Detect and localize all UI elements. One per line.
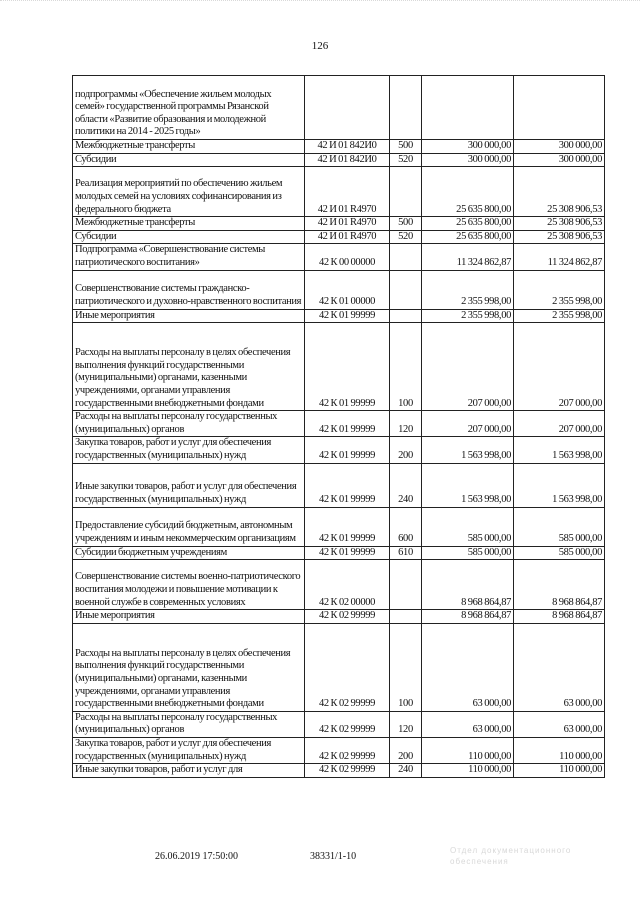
row-code-cell: 42 К 01 99999 bbox=[305, 437, 390, 463]
row-type-cell: 600 bbox=[390, 507, 422, 546]
row-type-cell bbox=[390, 309, 422, 323]
table-row bbox=[73, 560, 605, 610]
row-amount-actual-cell: 207 000,00 bbox=[514, 411, 605, 437]
row-code-cell bbox=[305, 76, 390, 140]
row-amount-plan-cell: 25 635 800,00 bbox=[422, 230, 514, 244]
row-code-cell: 42 К 02 00000 bbox=[305, 560, 390, 610]
row-name-cell: Расходы на выплаты персоналу государственных (муниципальных) органов bbox=[73, 711, 305, 737]
row-name-cell: Совершенствование системы гражданско-патриотического и духовно-нравственного воспитания bbox=[73, 270, 305, 309]
row-type-cell: 500 bbox=[390, 140, 422, 154]
row-code-cell: 42 К 01 99999 bbox=[305, 546, 390, 560]
row-amount-actual-cell: 25 308 906,53 bbox=[514, 230, 605, 244]
row-type-cell bbox=[390, 610, 422, 624]
row-name-cell: Реализация мероприятий по обеспечению жильем молодых семей на условиях софинансирования из федерального бюджета bbox=[73, 167, 305, 217]
row-amount-actual-cell: 8 968 864,87 bbox=[514, 610, 605, 624]
row-name-cell: Иные закупки товаров, работ и услуг для обеспечения государственных (муниципальных) нужд bbox=[73, 463, 305, 507]
row-amount-actual-cell: 1 563 998,00 bbox=[514, 437, 605, 463]
row-amount-plan-cell: 63 000,00 bbox=[422, 711, 514, 737]
row-name-cell: Предоставление субсидий бюджетным, автономным учреждениям и иным некоммерческим организациям bbox=[73, 507, 305, 546]
row-amount-plan-cell: 110 000,00 bbox=[422, 737, 514, 763]
row-amount-actual-cell: 110 000,00 bbox=[514, 764, 605, 778]
row-amount-actual-cell: 63 000,00 bbox=[514, 623, 605, 711]
table-row bbox=[73, 323, 605, 411]
row-code-cell: 42 И 01 842И0 bbox=[305, 153, 390, 167]
row-amount-plan-cell: 63 000,00 bbox=[422, 623, 514, 711]
row-amount-plan-cell: 300 000,00 bbox=[422, 140, 514, 154]
table-row bbox=[73, 217, 605, 231]
table-row bbox=[73, 463, 605, 507]
row-code-cell: 42 И 01 R4970 bbox=[305, 217, 390, 231]
row-amount-actual-cell: 2 355 998,00 bbox=[514, 270, 605, 309]
table-body bbox=[73, 76, 605, 778]
row-code-cell: 42 К 02 99999 bbox=[305, 764, 390, 778]
row-name-cell: Расходы на выплаты персоналу в целях обеспечения выполнения функций государственными (муниципальными) органами, казенными учреждениями, органами управления государственными внебюджетными фондами bbox=[73, 623, 305, 711]
row-amount-actual-cell: 2 355 998,00 bbox=[514, 309, 605, 323]
row-type-cell: 200 bbox=[390, 737, 422, 763]
row-code-cell: 42 К 00 00000 bbox=[305, 244, 390, 270]
table-row bbox=[73, 153, 605, 167]
row-amount-actual-cell bbox=[514, 76, 605, 140]
row-type-cell: 120 bbox=[390, 711, 422, 737]
row-name-cell: Совершенствование системы военно-патриотического воспитания молодежи и повышение мотивации к военной службе в современных условиях bbox=[73, 560, 305, 610]
page-number: 126 bbox=[311, 40, 329, 52]
row-name-cell: Иные мероприятия bbox=[73, 610, 305, 624]
row-type-cell: 120 bbox=[390, 411, 422, 437]
row-name-cell: Субсидии bbox=[73, 230, 305, 244]
table-row bbox=[73, 711, 605, 737]
row-code-cell: 42 К 01 99999 bbox=[305, 323, 390, 411]
row-name-cell: Субсидии bbox=[73, 153, 305, 167]
row-type-cell: 610 bbox=[390, 546, 422, 560]
table-row bbox=[73, 764, 605, 778]
row-name-cell: Межбюджетные трансферты bbox=[73, 140, 305, 154]
row-type-cell bbox=[390, 76, 422, 140]
row-type-cell bbox=[390, 560, 422, 610]
row-name-cell: Закупка товаров, работ и услуг для обеспечения государственных (муниципальных) нужд bbox=[73, 437, 305, 463]
row-type-cell: 240 bbox=[390, 764, 422, 778]
table-row bbox=[73, 230, 605, 244]
row-amount-plan-cell: 207 000,00 bbox=[422, 411, 514, 437]
row-name-cell: Иные закупки товаров, работ и услуг для bbox=[73, 764, 305, 778]
row-amount-plan-cell: 207 000,00 bbox=[422, 323, 514, 411]
row-amount-actual-cell: 8 968 864,87 bbox=[514, 560, 605, 610]
row-amount-plan-cell: 2 355 998,00 bbox=[422, 270, 514, 309]
registration-stamp: Отдел документационного обеспечения bbox=[450, 846, 572, 866]
row-amount-actual-cell: 207 000,00 bbox=[514, 323, 605, 411]
row-amount-actual-cell: 25 308 906,53 bbox=[514, 217, 605, 231]
row-type-cell: 500 bbox=[390, 217, 422, 231]
footer-doc-number: 38331/1-10 bbox=[310, 851, 357, 862]
row-type-cell bbox=[390, 167, 422, 217]
row-name-cell: Подпрограмма «Совершенствование системы патриотического воспитания» bbox=[73, 244, 305, 270]
row-code-cell: 42 И 01 R4970 bbox=[305, 167, 390, 217]
row-type-cell bbox=[390, 270, 422, 309]
table-row bbox=[73, 437, 605, 463]
row-amount-plan-cell: 1 563 998,00 bbox=[422, 463, 514, 507]
row-type-cell: 100 bbox=[390, 623, 422, 711]
row-code-cell: 42 К 01 99999 bbox=[305, 309, 390, 323]
row-type-cell bbox=[390, 244, 422, 270]
scan-edge-top bbox=[0, 0, 640, 7]
table-row bbox=[73, 737, 605, 763]
row-code-cell: 42 К 01 00000 bbox=[305, 270, 390, 309]
row-amount-plan-cell: 11 324 862,87 bbox=[422, 244, 514, 270]
row-code-cell: 42 К 01 99999 bbox=[305, 507, 390, 546]
row-type-cell: 240 bbox=[390, 463, 422, 507]
row-amount-plan-cell: 1 563 998,00 bbox=[422, 437, 514, 463]
page-footer bbox=[0, 848, 640, 878]
row-amount-plan-cell: 2 355 998,00 bbox=[422, 309, 514, 323]
table-row bbox=[73, 610, 605, 624]
row-amount-actual-cell: 300 000,00 bbox=[514, 140, 605, 154]
table-row bbox=[73, 76, 605, 140]
row-amount-plan-cell: 25 635 800,00 bbox=[422, 217, 514, 231]
row-code-cell: 42 К 01 99999 bbox=[305, 463, 390, 507]
row-name-cell: Иные мероприятия bbox=[73, 309, 305, 323]
table-row bbox=[73, 244, 605, 270]
table-row bbox=[73, 140, 605, 154]
row-name-cell: Расходы на выплаты персоналу государственных (муниципальных) органов bbox=[73, 411, 305, 437]
table-row bbox=[73, 507, 605, 546]
row-code-cell: 42 К 02 99999 bbox=[305, 737, 390, 763]
table-row bbox=[73, 623, 605, 711]
row-type-cell: 200 bbox=[390, 437, 422, 463]
table-row bbox=[73, 546, 605, 560]
row-type-cell: 520 bbox=[390, 230, 422, 244]
footer-timestamp: 26.06.2019 17:50:00 bbox=[155, 851, 239, 862]
row-amount-plan-cell: 110 000,00 bbox=[422, 764, 514, 778]
row-code-cell: 42 К 02 99999 bbox=[305, 711, 390, 737]
row-amount-plan-cell bbox=[422, 76, 514, 140]
row-amount-plan-cell: 25 635 800,00 bbox=[422, 167, 514, 217]
row-amount-actual-cell: 585 000,00 bbox=[514, 546, 605, 560]
table-row bbox=[73, 167, 605, 217]
row-amount-actual-cell: 1 563 998,00 bbox=[514, 463, 605, 507]
row-name-cell: Межбюджетные трансферты bbox=[73, 217, 305, 231]
row-amount-actual-cell: 63 000,00 bbox=[514, 711, 605, 737]
row-name-cell: Расходы на выплаты персоналу в целях обеспечения выполнения функций государственными (муниципальными) органами, казенными учреждениями, органами управления государственными внебюджетными фондами bbox=[73, 323, 305, 411]
table-row bbox=[73, 309, 605, 323]
row-amount-actual-cell: 110 000,00 bbox=[514, 737, 605, 763]
row-code-cell: 42 И 01 842И0 bbox=[305, 140, 390, 154]
row-type-cell: 100 bbox=[390, 323, 422, 411]
row-code-cell: 42 К 01 99999 bbox=[305, 411, 390, 437]
row-code-cell: 42 К 02 99999 bbox=[305, 610, 390, 624]
row-name-cell: Закупка товаров, работ и услуг для обеспечения государственных (муниципальных) нужд bbox=[73, 737, 305, 763]
row-name-cell: подпрограммы «Обеспечение жильем молодых семей» государственной программы Рязанской области «Развитие образования и молодежной политики на 2014 - 2025 годы» bbox=[73, 76, 305, 140]
row-amount-actual-cell: 585 000,00 bbox=[514, 507, 605, 546]
row-amount-plan-cell: 585 000,00 bbox=[422, 546, 514, 560]
row-amount-plan-cell: 8 968 864,87 bbox=[422, 560, 514, 610]
row-amount-plan-cell: 585 000,00 bbox=[422, 507, 514, 546]
row-amount-plan-cell: 300 000,00 bbox=[422, 153, 514, 167]
row-code-cell: 42 К 02 99999 bbox=[305, 623, 390, 711]
row-amount-plan-cell: 8 968 864,87 bbox=[422, 610, 514, 624]
row-amount-actual-cell: 11 324 862,87 bbox=[514, 244, 605, 270]
row-type-cell: 520 bbox=[390, 153, 422, 167]
budget-table bbox=[72, 75, 605, 778]
row-code-cell: 42 И 01 R4970 bbox=[305, 230, 390, 244]
row-amount-actual-cell: 25 308 906,53 bbox=[514, 167, 605, 217]
row-amount-actual-cell: 300 000,00 bbox=[514, 153, 605, 167]
table-row bbox=[73, 270, 605, 309]
row-name-cell: Субсидии бюджетным учреждениям bbox=[73, 546, 305, 560]
table-row bbox=[73, 411, 605, 437]
